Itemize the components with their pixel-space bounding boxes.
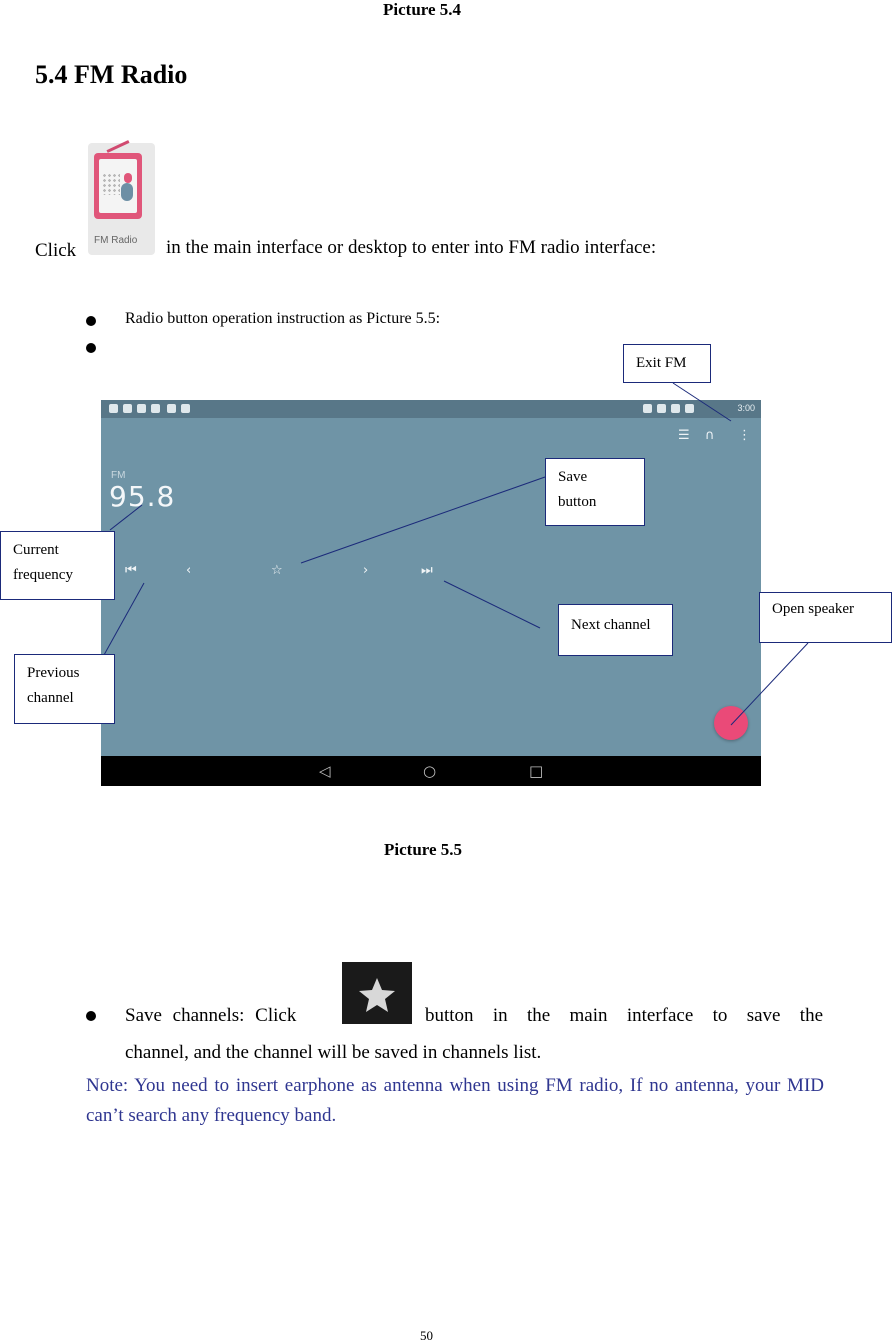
current-frequency-label: Current <box>13 542 59 558</box>
current-frequency: 95.8 <box>109 480 176 513</box>
home-icon[interactable]: ○ <box>423 762 437 780</box>
skip-previous-icon[interactable]: ⏮ <box>125 563 137 578</box>
exit-fm-label: Exit FM <box>636 355 687 371</box>
open-speaker-line <box>731 643 808 725</box>
bullet-dot <box>86 1011 96 1021</box>
picture-5-4-caption: Picture 5.4 <box>383 0 462 19</box>
next-channel-label: Next channel <box>571 617 651 633</box>
current-frequency-callout <box>0 531 115 600</box>
status-time: 3:00 <box>737 403 755 413</box>
current-frequency-label: frequency <box>13 567 73 583</box>
current-frequency-line <box>110 505 142 530</box>
app-icon-label: FM Radio <box>94 235 138 246</box>
chevron-left-icon[interactable]: ‹ <box>186 563 192 578</box>
back-icon[interactable]: ◁ <box>319 762 331 780</box>
antenna-note: Note: You need to insert earphone as antenna when using FM radio, If no antenna, your MID can’t search any frequency band. <box>86 1075 824 1126</box>
open-speaker-label: Open speaker <box>772 601 855 617</box>
next-channel-callout <box>558 604 673 656</box>
save-channels-text: Save channels: Click <box>125 1005 297 1026</box>
star-button-image <box>342 962 412 1024</box>
previous-channel-label: channel <box>27 690 74 706</box>
more-icon[interactable]: ⋮ <box>738 428 751 443</box>
star-icon <box>342 962 412 1024</box>
headset-icon[interactable]: ∩ <box>705 428 715 443</box>
exit-fm-line <box>673 383 731 421</box>
bullet-text: Radio button operation instruction as Picture 5.5: <box>125 310 441 327</box>
page-number: 50 <box>420 1328 433 1343</box>
fm-label: FM <box>111 470 126 481</box>
save-button-line <box>301 477 545 563</box>
intro-text: in the main interface or desktop to enter into FM radio interface: <box>166 237 657 258</box>
open-speaker-callout <box>759 592 892 643</box>
picture-5-5-caption: Picture 5.5 <box>384 840 463 859</box>
save-button-callout <box>545 458 645 526</box>
previous-channel-callout <box>14 654 115 724</box>
previous-channel-label: Previous <box>27 665 80 681</box>
list-icon[interactable]: ☰ <box>678 428 690 443</box>
save-button-label: Save <box>558 469 588 485</box>
save-channels-text: button in the main interface to save the <box>425 1005 823 1026</box>
star-icon[interactable]: ☆ <box>271 563 283 578</box>
save-button-label: button <box>558 494 597 510</box>
click-word: Click <box>35 240 77 261</box>
section-heading: 5.4 FM Radio <box>35 60 188 89</box>
recents-icon[interactable]: □ <box>529 762 544 780</box>
skip-next-icon[interactable]: ⏭ <box>421 563 433 578</box>
next-channel-line <box>444 581 540 628</box>
chevron-right-icon[interactable]: › <box>363 563 369 578</box>
exit-fm-callout <box>623 344 711 383</box>
save-channels-text: channel, and the channel will be saved in channels list. <box>125 1042 542 1063</box>
